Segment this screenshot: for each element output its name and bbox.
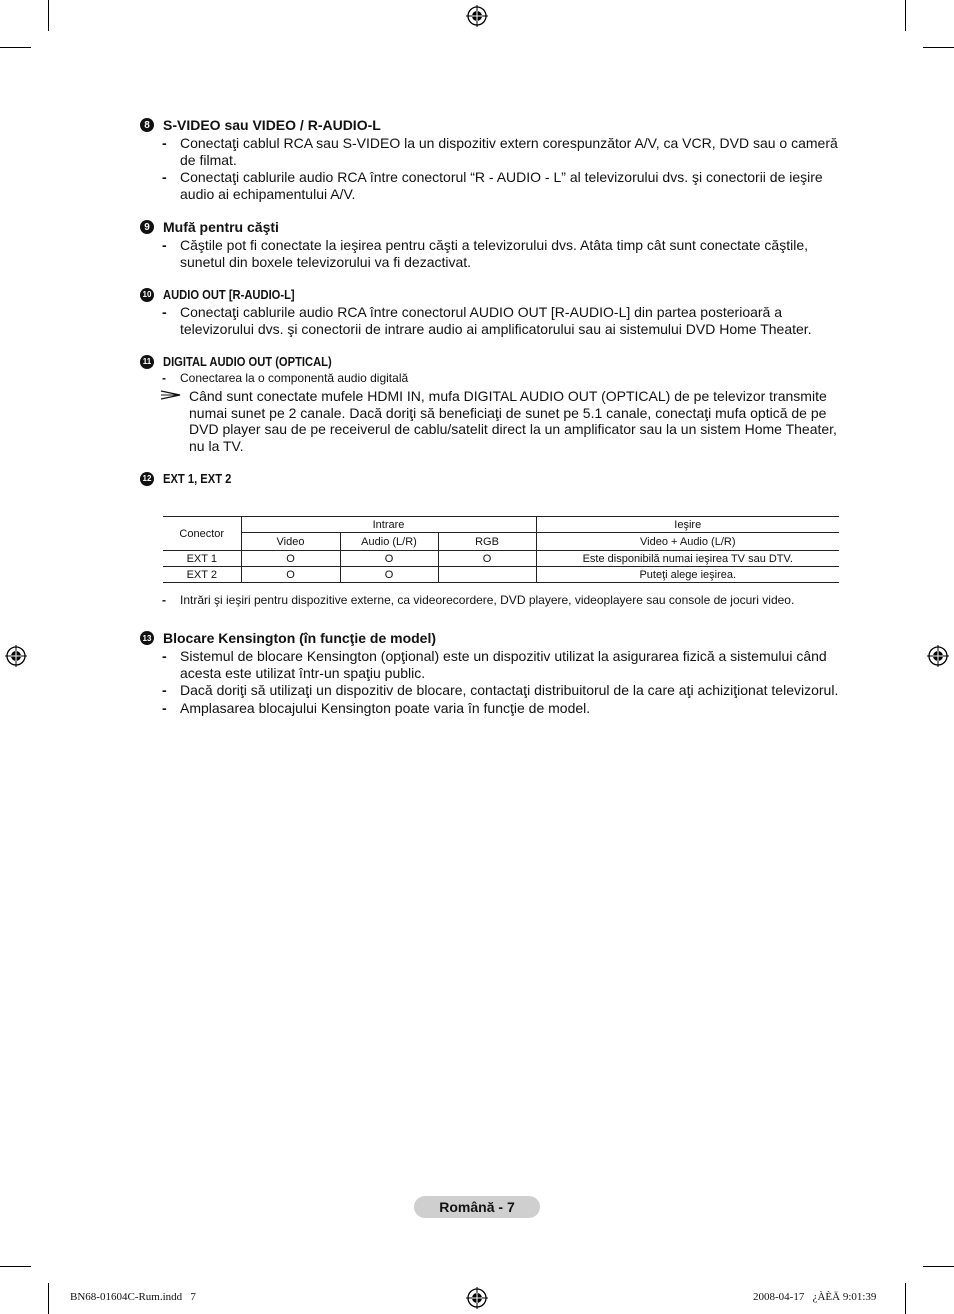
table-cell: EXT 1 bbox=[163, 551, 241, 567]
list-item-text: Intrări şi ieşiri pentru dispozitive externe, ca videorecordere, DVD playere, videoplayere sau console de jocuri video. bbox=[180, 593, 795, 607]
section-title: S-VIDEO sau VIDEO / R-AUDIO-L bbox=[163, 117, 381, 133]
table-cell: O bbox=[340, 567, 438, 583]
table-header-cell: Intrare bbox=[241, 517, 536, 533]
list-item bbox=[162, 682, 840, 699]
bullet-dash: - bbox=[162, 648, 167, 664]
page-content bbox=[140, 116, 840, 486]
registration-mark-icon bbox=[927, 645, 949, 667]
section-title: EXT 1, EXT 2 bbox=[163, 471, 232, 486]
list-item-text: Conectaţi cablurile audio RCA între conectorul “R - AUDIO - L” al televizorului dvs. şi conectorii de ieşire audio ai echipamentului A/V. bbox=[180, 169, 823, 202]
note-arrow-icon bbox=[160, 388, 189, 454]
section-ext bbox=[140, 471, 840, 486]
list-item-text: Conectaţi cablul RCA sau S-VIDEO la un dispozitiv extern corespunzător A/V, ca VCR, DVD sau o cameră de filmat. bbox=[180, 135, 838, 168]
table-cell: O bbox=[340, 551, 438, 567]
table-cell: Puteţi alege ieşirea. bbox=[536, 567, 839, 583]
list-item-text: Căştile pot fi conectate la ieşirea pentru căşti a televizorului dvs. Atâta timp cât sunt conectate căştile, sunetul din boxele televizorului va fi dezactivat. bbox=[180, 237, 808, 270]
section-number-badge: 12 bbox=[140, 472, 154, 486]
table-cell bbox=[438, 567, 536, 583]
section-heading bbox=[140, 354, 840, 369]
crop-mark bbox=[0, 1266, 31, 1267]
section-title: AUDIO OUT [R-AUDIO-L] bbox=[163, 287, 295, 302]
crop-mark bbox=[905, 0, 906, 31]
footer-file-info: BN68-01604C-Rum.indd 7 bbox=[70, 1291, 196, 1303]
list-item bbox=[162, 304, 840, 337]
table-header-cell: Conector bbox=[163, 517, 241, 551]
table-header-cell: Ieşire bbox=[536, 517, 839, 533]
section-number-badge: 13 bbox=[140, 631, 154, 645]
list-item bbox=[162, 700, 840, 717]
bullet-dash: - bbox=[162, 593, 166, 607]
list-item bbox=[162, 237, 840, 270]
list-item-text: Sistemul de blocare Kensington (opţional) este un dispozitiv utilizat la asigurarea fizică a sistemului când acesta este utilizat într-un spaţiu public. bbox=[180, 648, 827, 681]
bullet-dash: - bbox=[162, 135, 167, 151]
table-header-cell: Video + Audio (L/R) bbox=[536, 533, 839, 551]
section-audio-out bbox=[140, 287, 840, 337]
crop-mark bbox=[905, 1283, 906, 1314]
list-item bbox=[162, 648, 840, 681]
list-item bbox=[162, 135, 840, 168]
note-text: Când sunt conectate mufele HDMI IN, mufa DIGITAL AUDIO OUT (OPTICAL) de pe televizor transmite numai sunet pe 2 canale. Dacă doriţi să beneficiaţi de sunet pe 5.1 canale, conectaţi mufa optică de pe DVD player sau de pe receiverul de cablu/satelit direct la un amplificator sau la un sistem Home Theater, nu la TV. bbox=[189, 388, 837, 454]
table-header-cell: RGB bbox=[438, 533, 536, 551]
table-cell: EXT 2 bbox=[163, 567, 241, 583]
crop-mark bbox=[48, 1283, 49, 1314]
list-item bbox=[162, 169, 840, 202]
bullet-dash: - bbox=[162, 371, 166, 385]
table-header-row bbox=[163, 533, 839, 551]
section-number-badge: 10 bbox=[140, 288, 154, 302]
crop-mark bbox=[0, 47, 31, 48]
page-number-badge: Română - 7 bbox=[414, 1196, 540, 1218]
list-item-text: Amplasarea blocajului Kensington poate varia în funcţie de model. bbox=[180, 699, 591, 716]
crop-mark bbox=[48, 0, 49, 31]
section-digital-audio-out bbox=[140, 354, 840, 454]
bullet-dash: - bbox=[162, 237, 167, 253]
section-title: Blocare Kensington (în funcţie de model) bbox=[163, 630, 437, 646]
bullet-dash: - bbox=[162, 169, 167, 185]
table-row bbox=[163, 551, 839, 567]
section-heading bbox=[140, 287, 840, 302]
footer-timestamp: 2008-04-17 ¿ÀÈÄ 9:01:39 bbox=[753, 1291, 877, 1303]
registration-mark-icon bbox=[466, 5, 488, 27]
crop-mark bbox=[923, 47, 954, 48]
note-block bbox=[160, 388, 840, 454]
section-number-badge: 8 bbox=[140, 118, 154, 132]
table-cell: O bbox=[241, 551, 340, 567]
ext-connector-table bbox=[163, 516, 839, 583]
section-headphones bbox=[140, 219, 840, 270]
table-cell: Este disponibilă numai ieşirea TV sau DTV. bbox=[536, 551, 839, 567]
table-cell: O bbox=[241, 567, 340, 583]
section-kensington bbox=[140, 630, 840, 716]
bullet-dash: - bbox=[162, 304, 167, 320]
section-heading bbox=[140, 219, 840, 235]
table-cell: O bbox=[438, 551, 536, 567]
bullet-dash: - bbox=[162, 699, 167, 716]
section-heading bbox=[140, 630, 840, 646]
list-item bbox=[162, 371, 840, 386]
section-number-badge: 11 bbox=[140, 355, 154, 369]
list-item-text: Dacă doriţi să utilizaţi un dispozitiv de blocare, contactaţi distribuitorul de la care aţi achiziţionat televizorul. bbox=[180, 682, 839, 698]
crop-mark bbox=[923, 1266, 954, 1267]
list-item-text: Conectaţi cablurile audio RCA între conectorul AUDIO OUT [R-AUDIO-L] din partea posterioară a televizorului dvs. şi conectorii de intrare audio ai amplificatorului sau ai sistemului DVD Home Theater. bbox=[180, 304, 812, 337]
registration-mark-icon bbox=[5, 645, 27, 667]
table-header-cell: Audio (L/R) bbox=[340, 533, 438, 551]
section-title: DIGITAL AUDIO OUT (OPTICAL) bbox=[163, 354, 332, 369]
registration-mark-icon bbox=[466, 1287, 488, 1309]
section-heading bbox=[140, 117, 840, 133]
section-heading bbox=[140, 471, 840, 486]
section-svideo bbox=[140, 117, 840, 202]
section-number-badge: 9 bbox=[140, 220, 154, 234]
table-header-cell: Video bbox=[241, 533, 340, 551]
bullet-dash: - bbox=[162, 682, 167, 698]
table-header-row bbox=[163, 517, 839, 533]
table-row bbox=[163, 567, 839, 583]
list-item bbox=[162, 593, 862, 608]
list-item-text: Conectarea la o componentă audio digitală bbox=[180, 371, 409, 385]
section-title: Mufă pentru căşti bbox=[163, 219, 279, 235]
